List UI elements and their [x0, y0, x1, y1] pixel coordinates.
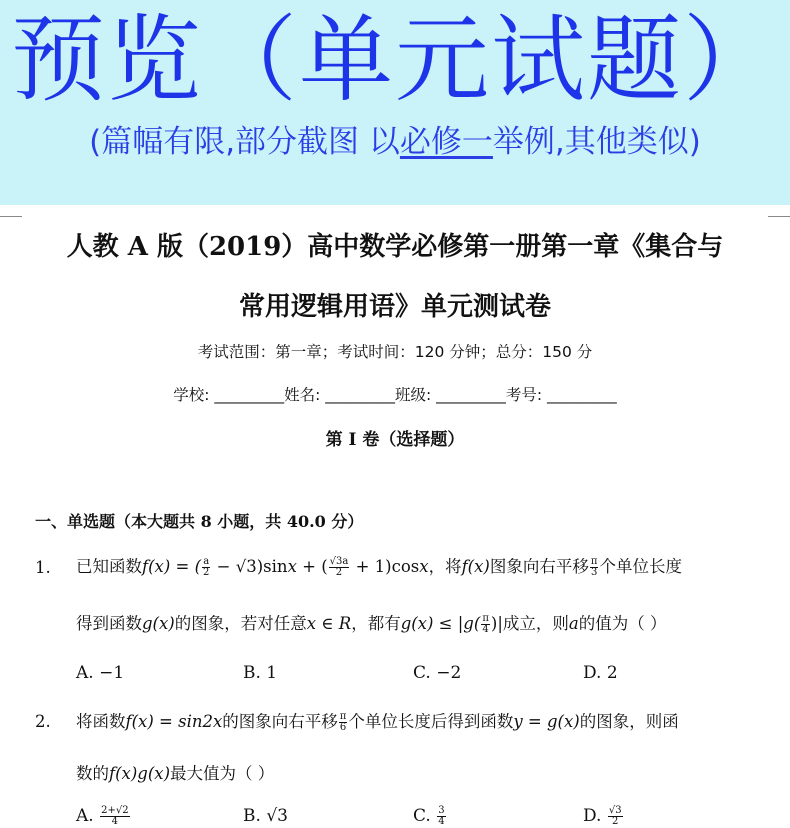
question-2-line2: [76, 760, 274, 784]
q2-text: 的图象，则函: [579, 712, 679, 731]
q2-option-d-fraction: $\frac{√3}{2}$: [608, 805, 622, 827]
banner-sub-highlight: 必修一: [399, 124, 493, 160]
page-corner-right: [768, 210, 790, 217]
doc-title-line2: 常用逻辑用语》单元测试卷: [238, 292, 551, 322]
q2-option-a[interactable]: [76, 806, 131, 827]
q2-option-c[interactable]: [413, 806, 447, 827]
banner-title: 预览（单元试题）: [10, 6, 779, 115]
q2-text: 数的: [76, 764, 109, 783]
q1-text: 图象向右平移: [489, 557, 589, 576]
q1-formula: x: [419, 557, 429, 576]
q1-fraction: $\frac{\pi}{4}$: [482, 613, 489, 635]
question-1-line2: [76, 610, 666, 635]
q2-option-d-label: D.: [583, 806, 602, 826]
q2-formula: y = g(x): [513, 712, 580, 731]
q2-option-b[interactable]: [243, 806, 288, 826]
banner-sub-post: 举例,其他类似): [492, 124, 701, 160]
question-1-number: 1.: [35, 558, 51, 577]
q1-formula: f(x) = (: [142, 557, 202, 576]
q1-formula: g(x) ≤ |g(: [400, 614, 481, 633]
q1-text: 得到函数: [76, 614, 142, 633]
q1-fraction: $\frac{a}{2}$: [203, 556, 210, 578]
q2-text: 最大值为（ ）: [170, 764, 275, 783]
q2-option-a-fraction: $\frac{2+√2}{4}$: [101, 805, 129, 827]
q2-option-b-label: B.: [243, 806, 261, 826]
doc-title-line1: 人教 A 版（2019）高中数学必修第一册第一章《集合与: [66, 232, 724, 262]
question-1-line1: [76, 553, 682, 578]
q2-fraction: $\frac{\pi}{6}$: [339, 711, 347, 733]
q2-option-c-label: C.: [413, 806, 431, 826]
q1-formula: a: [568, 614, 579, 633]
q1-formula: x: [287, 557, 297, 576]
q1-formula: x ∈ R: [306, 614, 352, 633]
part-heading: 一、单选题（本大题共 8 小题，共 40.0 分）: [35, 512, 364, 531]
question-2-line1: [76, 708, 679, 733]
q1-text: )|成立，则: [490, 614, 569, 633]
q2-formula: f(x) = sin2x: [125, 712, 223, 731]
section-title: 第 I 卷（选择题）: [325, 430, 465, 450]
q1-formula: f(x): [461, 557, 490, 576]
q1-formula: g(x): [142, 614, 175, 633]
q2-option-a-label: A.: [76, 806, 94, 826]
preview-banner: [0, 0, 790, 205]
q1-text: ，将: [428, 557, 462, 576]
q2-formula: f(x)g(x): [109, 764, 171, 783]
q2-option-b-value: √3: [266, 806, 288, 826]
q2-text: 的图象向右平移: [222, 712, 338, 731]
q1-option-a[interactable]: A. −1: [76, 663, 125, 683]
q1-text: 已知函数: [76, 557, 142, 576]
q1-text: − √3)sin: [211, 557, 288, 576]
student-info-line: 学校: _________姓名: _________班级: _________考号: _________: [173, 386, 617, 404]
banner-subtitle: [0, 122, 790, 162]
q2-text: 将函数: [76, 712, 126, 731]
question-2-number: 2.: [35, 712, 51, 731]
exam-meta: 考试范围：第一章；考试时间：120 分钟；总分：150 分: [197, 343, 593, 361]
q1-option-c[interactable]: C. −2: [413, 663, 462, 683]
q2-option-d[interactable]: [583, 806, 624, 827]
q1-text: 个单位长度: [599, 557, 682, 576]
q1-text: 的图象，若对任意: [174, 614, 307, 633]
q2-text: 个单位长度后得到函数: [348, 712, 514, 731]
q1-fraction: $\frac{\pi}{3}$: [590, 556, 598, 578]
q1-fraction: $\frac{√3a}{2}$: [329, 556, 349, 578]
q1-text: + 1)cos: [350, 557, 420, 576]
q1-option-d[interactable]: D. 2: [583, 663, 618, 683]
q1-text: ，都有: [351, 614, 401, 633]
q1-text: + (: [296, 557, 328, 576]
q2-option-c-fraction: $\frac{3}{4}$: [438, 805, 445, 827]
q1-option-b[interactable]: B. 1: [243, 663, 278, 683]
banner-sub-pre: (篇幅有限,部分截图 以: [89, 124, 400, 160]
q1-text: 的值为（ ）: [578, 614, 667, 633]
page-corner-left: [0, 210, 22, 217]
